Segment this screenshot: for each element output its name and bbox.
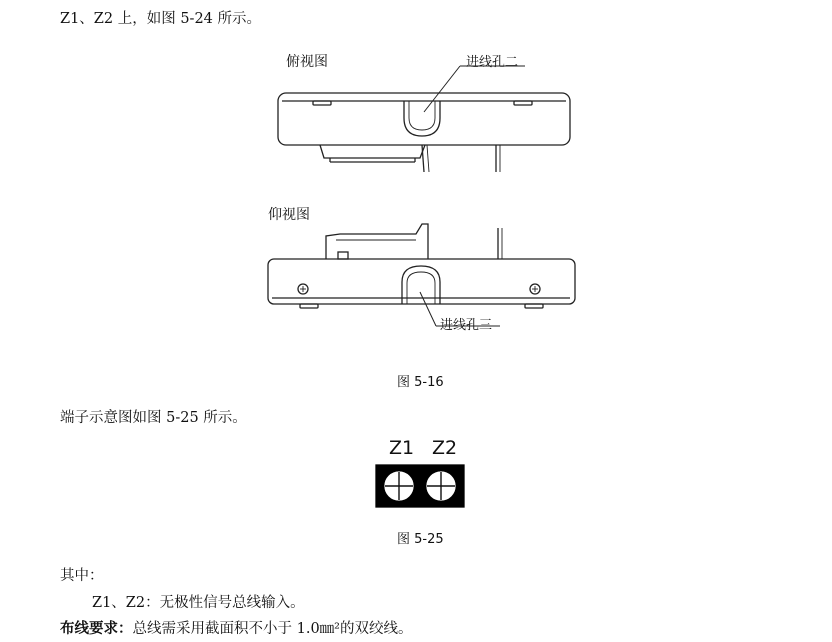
terminal-block (376, 465, 464, 507)
terminal-z2-label: Z2 (432, 437, 458, 459)
top-view-drawing (278, 93, 570, 172)
hole-2-label: 进线孔二 (466, 55, 519, 70)
terminal-z1-label: Z1 (389, 437, 415, 459)
bottom-view-label: 仰视图 (268, 207, 310, 223)
terminal-intro: 端子示意图如图 5-25 所示。 (60, 410, 247, 426)
figure-5-16-caption: 图 5-16 (397, 375, 444, 390)
notes-item: Z1、Z2：无极性信号总线输入。 (92, 595, 305, 611)
intro-line: Z1、Z2 上，如图 5-24 所示。 (60, 11, 262, 27)
hole-3-label: 进线孔三 (440, 318, 493, 333)
top-view-label: 俯视图 (286, 54, 328, 70)
wiring-text: 总线需采用截面积不小于 1.0㎜²的双绞线。 (132, 621, 413, 637)
notes-heading: 其中： (60, 568, 104, 584)
figure-5-25-caption: 图 5-25 (397, 532, 444, 547)
wiring-label: 布线要求： (60, 621, 133, 637)
hole-2-leader (424, 66, 460, 112)
hole-3-leader (420, 292, 436, 326)
